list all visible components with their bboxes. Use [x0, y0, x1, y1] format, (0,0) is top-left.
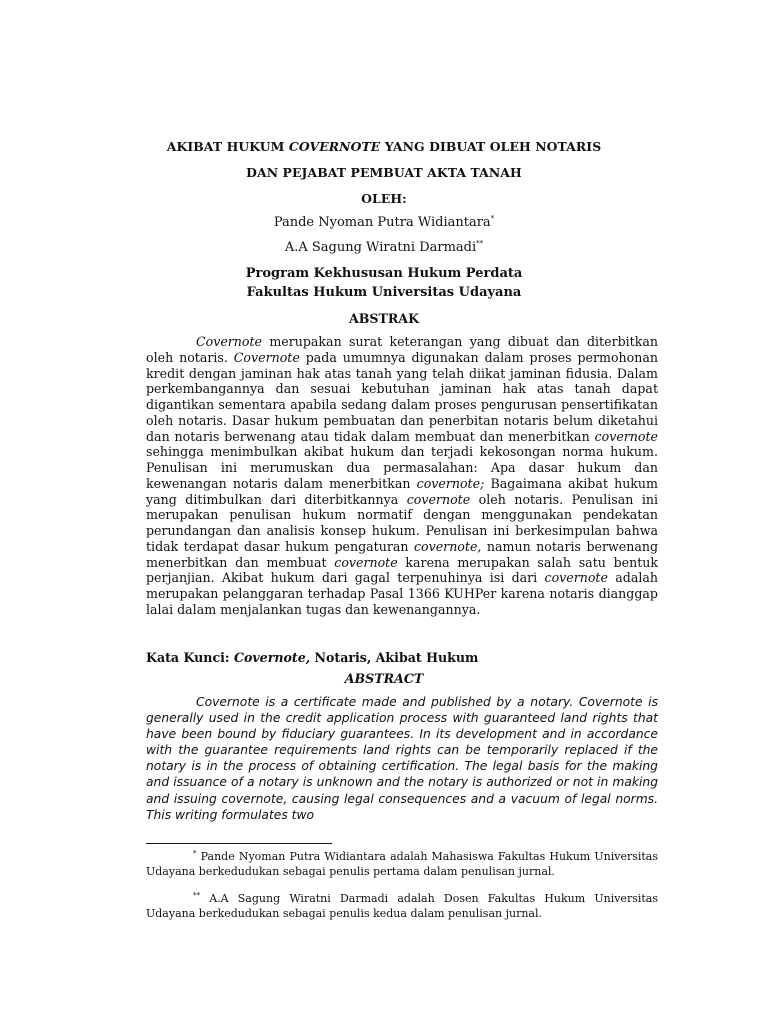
- abstrak-text-run: adalah merupakan pelanggaran terhadap Pasal 1366 KUHPer karena notaris dianggap lalai dalam menjalankan tugas dan kewenangannya.: [146, 570, 658, 617]
- author-1-name: Pande Nyoman Putra Widiantara: [273, 215, 491, 230]
- abstrak-heading: ABSTRAK: [348, 311, 420, 326]
- abstrak-text-run: karena merupakan salah satu bentuk perjanjian. Akibat hukum dari gagal terpenuhinya isi dari: [146, 554, 658, 586]
- author-2-name: A.A Sagung Wiratni Darmadi: [284, 240, 477, 255]
- abstrak-text-run: namun notaris berwenang menerbitkan dan membuat: [146, 538, 659, 570]
- footnote-2-mark: **: [193, 891, 200, 900]
- affiliation-faculty: Fakultas Hukum Universitas Udayana: [246, 285, 522, 300]
- title-italic-term: COVERNOTE: [288, 139, 381, 154]
- footnote-divider: [146, 843, 332, 844]
- abstrak-italic-term: covernote: [406, 491, 471, 507]
- abstrak-italic-term: covernote: [334, 554, 398, 570]
- abstract-heading: ABSTRACT: [344, 671, 424, 686]
- footnote-1-mark: *: [193, 849, 197, 858]
- abstrak-text-run: merupakan surat keterangan yang dibuat dan diterbitkan oleh notaris.: [146, 334, 658, 365]
- title-suffix: YANG DIBUAT OLEH NOTARIS: [380, 139, 602, 154]
- abstrak-text-run: sehingga menimbulkan akibat hukum dan terjadi kekosongan norma hukum. Penulisan ini merumuskan dua permasalahan: Apa dasar hukum dan kewenangan notaris dalam menerbitkan: [146, 444, 658, 491]
- author-2-footnote-mark: **: [476, 239, 484, 248]
- paper-title-line-1: [0, 139, 768, 154]
- abstract-body: Covernote is a certificate made and published by a notary. Covernote is generally used in the credit application process with guaranteed land rights that have been bound by fiduciary guarantees. In its development and in accordance with the guarantee requirements land rights can be temporarily replaced if the notary is in the process of obtaining certification. The legal basis for the making and issuance of a notary is unknown and the notary is authorized or not in making and issuing covernote, causing legal consequences and a vacuum of legal norms. This writing formulates two: [146, 695, 658, 822]
- footnote-1-text: Pande Nyoman Putra Widiantara adalah Mahasiswa Fakultas Hukum Universitas Udayana berkedudukan sebagai penulis pertama dalam penulisan jurnal.: [146, 850, 658, 878]
- title-prefix: AKIBAT HUKUM: [166, 139, 289, 154]
- keywords-label: Kata Kunci:: [146, 650, 234, 665]
- author-1: [0, 215, 768, 230]
- abstrak-italic-term: covernote,: [413, 538, 482, 554]
- abstrak-italic-term: Covernote: [196, 334, 263, 349]
- abstrak-body: [146, 334, 658, 618]
- abstrak-italic-term: covernote: [544, 570, 608, 586]
- paper-title-line-2: DAN PEJABAT PEMBUAT AKTA TANAH: [246, 165, 522, 180]
- keywords-term-1: Covernote,: [233, 650, 311, 665]
- abstrak-text-run: oleh notaris. Penulisan ini merupakan penulisan hukum normatif dengan menggunakan pendekatan perundangan dan analisis konsep hukum. Penulisan ini berkesimpulan bahwa tidak terdapat dasar hukum pengaturan: [146, 491, 658, 554]
- keywords: [146, 650, 478, 665]
- by-label: OLEH:: [361, 191, 407, 206]
- abstrak-text-run: Bagaimana akibat hukum yang ditimbulkan dari diterbitkannya: [146, 475, 658, 507]
- footnote-1: [146, 850, 658, 879]
- abstrak-text-run: pada umumnya digunakan dalam proses permohonan kredit dengan jaminan hak atas tanah yang telah diikat jaminan fidusia. Dalam perkembangannya dan sesuai kebutuhan jaminan hak atas tanah dapat digantikan sementara apabila sedang dalam proses pengurusan pensertifikatan oleh notaris. Dasar hukum pembuatan dan penerbitan notaris belum diketahui dan notaris berwenang atau tidak dalam membuat dan menerbitkan: [146, 349, 658, 444]
- affiliation-program: Program Kekhususan Hukum Perdata: [245, 266, 523, 281]
- abstrak-italic-term: Covernote: [233, 349, 300, 365]
- author-1-footnote-mark: *: [490, 214, 495, 223]
- abstrak-italic-term: covernote;: [416, 475, 485, 491]
- author-2: [0, 240, 768, 255]
- footnote-2-text: A.A Sagung Wiratni Darmadi adalah Dosen Fakultas Hukum Universitas Udayana berkedudukan sebagai penulis kedua dalam penulisan jurnal.: [146, 892, 658, 920]
- keywords-rest: Notaris, Akibat Hukum: [310, 650, 479, 665]
- footnote-2: [146, 892, 658, 921]
- abstrak-italic-term: covernote: [594, 428, 658, 444]
